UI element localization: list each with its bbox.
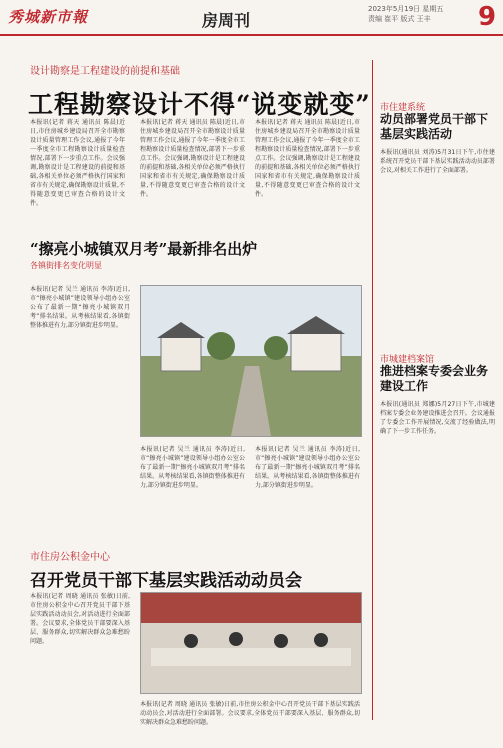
meeting-photo [140,592,362,694]
date-line-1: 2023年5月19日 星期五 [368,5,444,13]
sidebar2-body: 本报讯(通讯员 郑娜)5月27日下午,市城建档案专委会业务建设推进会召开。会议通报了专委会工作开展情况,交流了经验做法,明确了下一步工作任务。 [380,401,495,435]
article1-body-col2: 本报讯(记者 蒋天 通讯员 陈晨)近日,市住房城乡建设局召开全市勘察设计质量管理工作会议,通报了今年一季度全市工程勘察设计质量检查情况,部署下一步重点工作。会议强调,勘察设计是工程建设的前提和基础,各相关单位必须严格执行国家和省市有关规定,确保勘察设计质量,不得随意变更已审查合格的设计文件。 [140,119,245,198]
article3-headline: 召开党员干部下基层实践活动动员会 [30,571,302,591]
village-photo-illustration [141,286,361,436]
article2-headline: “擦亮小城镇双月考”最新排名出炉 [30,240,258,258]
section-title: 房周刊 [202,11,251,30]
article1-headline: 工程勘察设计不得“说变就变” [28,90,371,119]
sidebar1-headline: 动员部署党员干部下基层实践活动 [380,112,489,141]
meeting-photo-illustration [141,593,361,693]
article3-kicker: 市住房公积金中心 [30,552,110,563]
article2-subhead: 各镇街排名变化明显 [30,261,102,270]
newspaper-logo: 秀城新市報 [8,8,89,26]
sidebar1-body: 本报讯(通讯员 刘涛)5月31日下午,市住建系统召开党员干部下基层实践活动动员部署会议,对相关工作进行了全面部署。 [380,149,495,174]
article2-body-col1: 本报讯(记者 吴兰 通讯员 李涛)近日,市“擦亮小城镇”建设领导小组办公室公布了最新一期“擦亮小城镇双月考”排名结果。从考核结果看,各镇街整体推进有力,部分镇街进步明显。 [30,286,130,329]
date-block [368,4,468,24]
page-number: 9 [478,2,497,32]
article1-body-col3: 本报讯(记者 蒋天 通讯员 陈晨)近日,市住房城乡建设局召开全市勘察设计质量管理工作会议,通报了今年一季度全市工程勘察设计质量检查情况,部署下一步重点工作。会议强调,勘察设计是工程建设的前提和基础,各相关单位必须严格执行国家和省市有关规定,确保勘察设计质量,不得随意变更已审查合格的设计文件。 [255,119,360,198]
article1-body-col1: 本报讯(记者 蒋天 通讯员 陈晨)近日,市住房城乡建设局召开全市勘察设计质量管理工作会议,通报了今年一季度全市工程勘察设计质量检查情况,部署下一步重点工作。会议强调,勘察设计是工程建设的前提和基础,各相关单位必须严格执行国家和省市有关规定,确保勘察设计质量,不得随意变更已审查合格的设计文件。 [30,119,125,207]
sidebar1-kicker: 市住建系统 [380,103,426,113]
article2-body-col3: 本报讯(记者 吴兰 通讯员 李涛)近日,市“擦亮小城镇”建设领导小组办公室公布了最新一期“擦亮小城镇双月考”排名结果。从考核结果看,各镇街整体推进有力,部分镇街进步明显。 [255,446,360,489]
article3-body-col2: 本报讯(记者 周晓 通讯员 张敏)日前,市住房公积金中心召开党员干部下基层实践活动动员会,对活动进行全面部署。会议要求,全体党员干部要深入基层、服务群众,切实解决群众急难愁盼问题。 [140,701,360,726]
article3-body-col1: 本报讯(记者 周晓 通讯员 张敏)日前,市住房公积金中心召开党员干部下基层实践活动动员会,对活动进行全面部署。会议要求,全体党员干部要深入基层、服务群众,切实解决群众急难愁盼问题。 [30,593,130,645]
article2-body-col2: 本报讯(记者 吴兰 通讯员 李涛)近日,市“擦亮小城镇”建设领导小组办公室公布了最新一期“擦亮小城镇双月考”排名结果。从考核结果看,各镇街整体推进有力,部分镇街进步明显。 [140,446,245,489]
sidebar2-kicker: 市城建档案馆 [380,355,435,365]
village-photo [140,285,362,437]
column-rule [372,60,373,720]
sidebar2-headline: 推进档案专委会业务建设工作 [380,364,489,393]
article1-kicker: 设计勘察是工程建设的前提和基础 [30,66,180,77]
date-line-2: 责编 崔平 版式 王丰 [368,15,431,23]
